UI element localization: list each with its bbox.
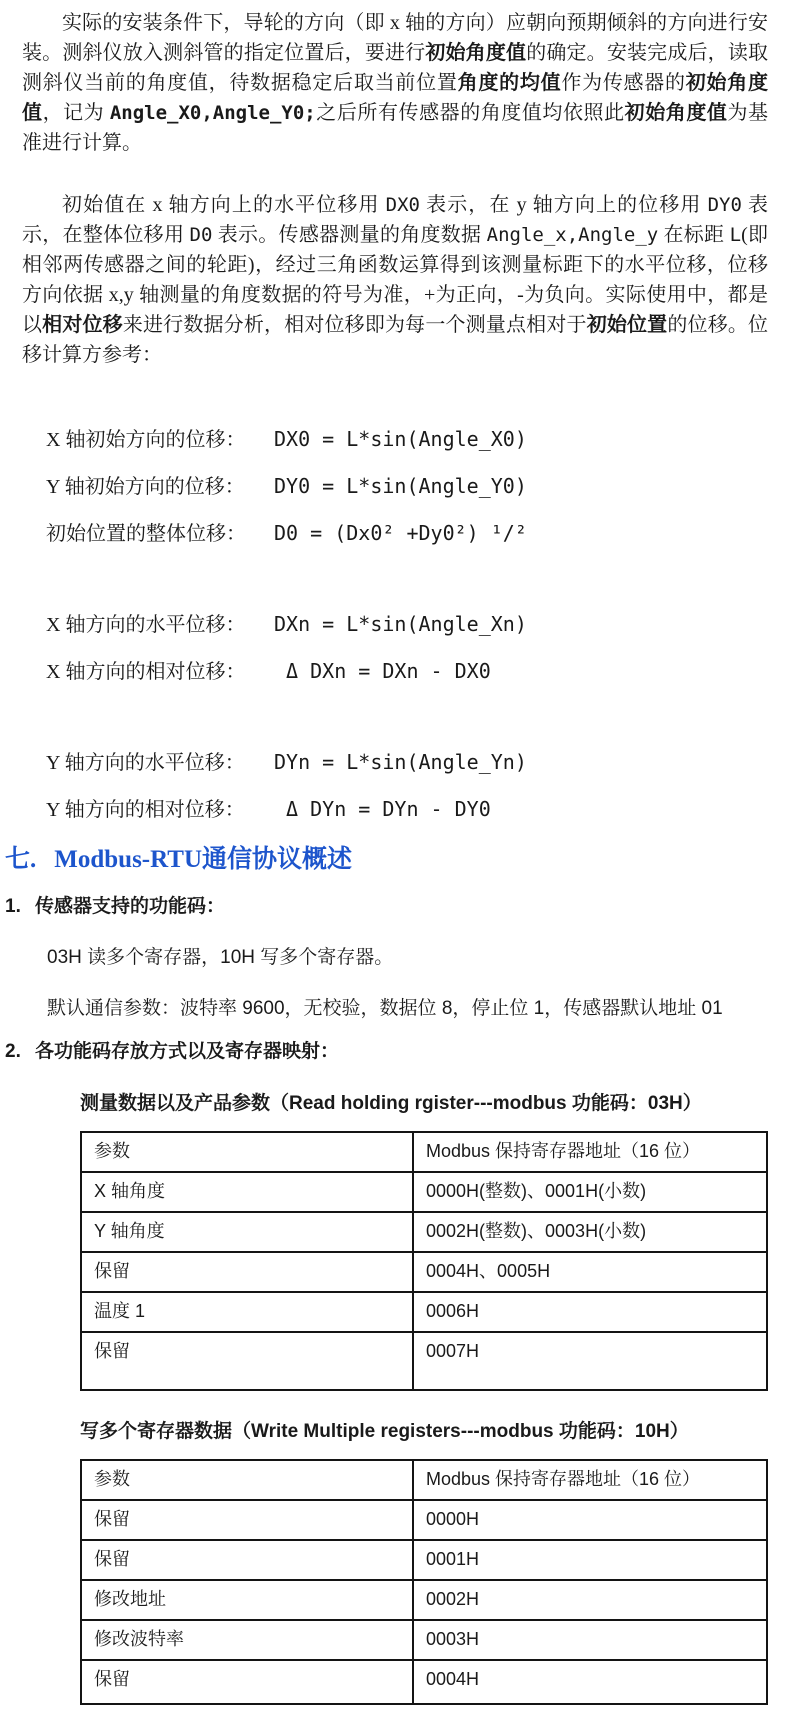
text-run: 初始角度值 (624, 102, 728, 124)
text-run: 初始角度值 (425, 42, 527, 64)
table-cell: 0004H、0005H (413, 1252, 767, 1292)
table-cell: 修改地址 (81, 1580, 413, 1620)
register-table-read (80, 1131, 768, 1391)
text-run: 表示，在 y 轴方向上的位移用 (420, 194, 708, 216)
text-run: 来进行数据分析，相对位移即为每一个测量点相对于 (122, 314, 587, 336)
table-caption-write: 写多个寄存器数据（Write Multiple registers---modbus 功能码：10H） (80, 1421, 689, 1442)
formula-row (46, 510, 768, 557)
text-run: 初始值在 x 轴方向上的水平位移用 (62, 194, 386, 216)
text-run: 为基准进行计算。 (22, 102, 769, 154)
formula-label: Y 轴方向的相对位移： (46, 799, 245, 821)
formula-label: X 轴方向的水平位移： (46, 614, 246, 636)
formula-equation: DXn = L*sin(Angle_Xn) (274, 612, 527, 636)
table-row (81, 1212, 767, 1252)
table-cell: 0000H (413, 1500, 767, 1540)
paragraph-install (22, 8, 768, 158)
table-header-cell: 参数 (81, 1460, 413, 1500)
formula-equation: DX0 = L*sin(Angle_X0) (274, 427, 527, 451)
text-run: 作为传感器的 (561, 72, 686, 94)
table-row (81, 1172, 767, 1212)
text-run: 的确定。安装完成后，读取测斜仪当前的角度值，待数据稳定后取当前位置 (22, 42, 769, 94)
table-cell: 0003H (413, 1620, 767, 1660)
table-cell: Y 轴角度 (81, 1212, 413, 1252)
table-cell: X 轴角度 (81, 1172, 413, 1212)
text-run: ，记为 (42, 102, 110, 124)
formulas-section (46, 416, 768, 833)
formula-equation: DY0 = L*sin(Angle_Y0) (274, 474, 527, 498)
formula-label: 初始位置的整体位移： (46, 523, 246, 545)
table-header-row (81, 1460, 767, 1500)
table-caption-read: 测量数据以及产品参数（Read holding rgister---modbus 功能码：03H） (80, 1093, 702, 1114)
paragraph-displacement (22, 190, 768, 370)
table-row (81, 1540, 767, 1580)
table-row (81, 1580, 767, 1620)
text-run: 表示。传感器测量的角度数据 (212, 224, 487, 246)
body-line-function-codes: 03H 读多个寄存器，10H 写多个寄存器。 (47, 947, 394, 968)
text-run: DX0 (385, 194, 420, 216)
text-run: D0 (189, 224, 213, 246)
table-row (81, 1660, 767, 1704)
list-item-number: 1. (5, 896, 21, 917)
table-cell: 0004H (413, 1660, 767, 1704)
table-cell: 保留 (81, 1660, 413, 1704)
list-item-number: 2. (5, 1041, 21, 1062)
table-cell: 0002H(整数)、0003H(小数) (413, 1212, 767, 1252)
formula-equation: D0 = (Dx0² +Dy0²) ¹/² (274, 521, 527, 545)
table-cell: 修改波特率 (81, 1620, 413, 1660)
table-cell: 保留 (81, 1500, 413, 1540)
text-run: 实际的安装条件下，导轮的方向（即 x 轴的方向）应朝向预期倾斜的方向进行安装。测斜仪放入测斜管的指定位置后，要进行 (22, 12, 768, 64)
list-item-label: 传感器支持的功能码： (35, 896, 226, 917)
table-cell: 0006H (413, 1292, 767, 1332)
formula-row (46, 739, 768, 786)
register-table-write (80, 1459, 768, 1705)
text-run: (即相邻两传感器之间的轮距)，经过三角函数运算得到该测量标距下的水平位移，位移方向依据 x,y 轴测量的角度数据的符号为准，+为正向，-为负向。实际使用中，都是以 (22, 224, 769, 336)
formula-group-y-axis (46, 739, 768, 833)
table-cell: 0000H(整数)、0001H(小数) (413, 1172, 767, 1212)
text-run: 相对位移 (42, 314, 123, 336)
table-cell: 保留 (81, 1252, 413, 1292)
register-table-write-body (81, 1460, 767, 1704)
formula-group-x-axis (46, 601, 768, 695)
formula-label: X 轴方向的相对位移： (46, 661, 246, 683)
list-item-function-codes (5, 893, 768, 920)
formula-label: Y 轴初始方向的位移： (46, 476, 245, 498)
text-run: 初始位置 (586, 314, 668, 336)
table-row (81, 1252, 767, 1292)
text-run: 之后所有传感器的角度值均依照此 (315, 102, 625, 124)
formula-row (46, 416, 768, 463)
table-cell: 保留 (81, 1332, 413, 1390)
text-run: 初始角度值 (22, 72, 769, 124)
table-cell: 0007H (413, 1332, 767, 1390)
table-cell: 0001H (413, 1540, 767, 1580)
text-run: L (729, 224, 742, 246)
section-heading-number: 七. (5, 846, 37, 873)
table-row (81, 1620, 767, 1660)
text-run: Angle_X0,Angle_Y0; (109, 102, 316, 124)
table-header-row (81, 1132, 767, 1172)
text-run: 在标距 (658, 224, 730, 246)
text-run: Angle_x,Angle_y (486, 224, 659, 246)
list-item-register-map (5, 1038, 768, 1065)
section-heading-modbus (5, 843, 768, 877)
formula-group-initial (46, 416, 768, 557)
formula-label: X 轴初始方向的位移： (46, 429, 246, 451)
table-header-cell: Modbus 保持寄存器地址（16 位） (413, 1132, 767, 1172)
text-run: 的位移。位移计算方参考： (22, 314, 769, 366)
table-cell: 0002H (413, 1580, 767, 1620)
formula-equation: Δ DXn = DXn - DX0 (274, 659, 491, 683)
table-cell: 温度 1 (81, 1292, 413, 1332)
section-heading-title: Modbus-RTU通信协议概述 (54, 846, 353, 873)
body-line-default-params: 默认通信参数：波特率 9600，无校验，数据位 8，停止位 1，传感器默认地址 01 (47, 998, 723, 1019)
formula-row (46, 463, 768, 510)
text-run: 角度的均值 (457, 72, 562, 94)
table-row (81, 1500, 767, 1540)
formula-row (46, 648, 768, 695)
formula-row (46, 601, 768, 648)
register-table-read-body (81, 1132, 767, 1390)
formula-label: Y 轴方向的水平位移： (46, 752, 245, 774)
table-header-cell: 参数 (81, 1132, 413, 1172)
formula-equation: Δ DYn = DYn - DY0 (274, 797, 491, 821)
table-row (81, 1292, 767, 1332)
list-item-label: 各功能码存放方式以及寄存器映射： (35, 1041, 340, 1062)
text-run: DY0 (707, 194, 742, 216)
table-row (81, 1332, 767, 1390)
text-run: 表示，在整体位移用 (22, 194, 769, 246)
table-header-cell: Modbus 保持寄存器地址（16 位） (413, 1460, 767, 1500)
table-cell: 保留 (81, 1540, 413, 1580)
formula-equation: DYn = L*sin(Angle_Yn) (274, 750, 527, 774)
formula-row (46, 786, 768, 833)
